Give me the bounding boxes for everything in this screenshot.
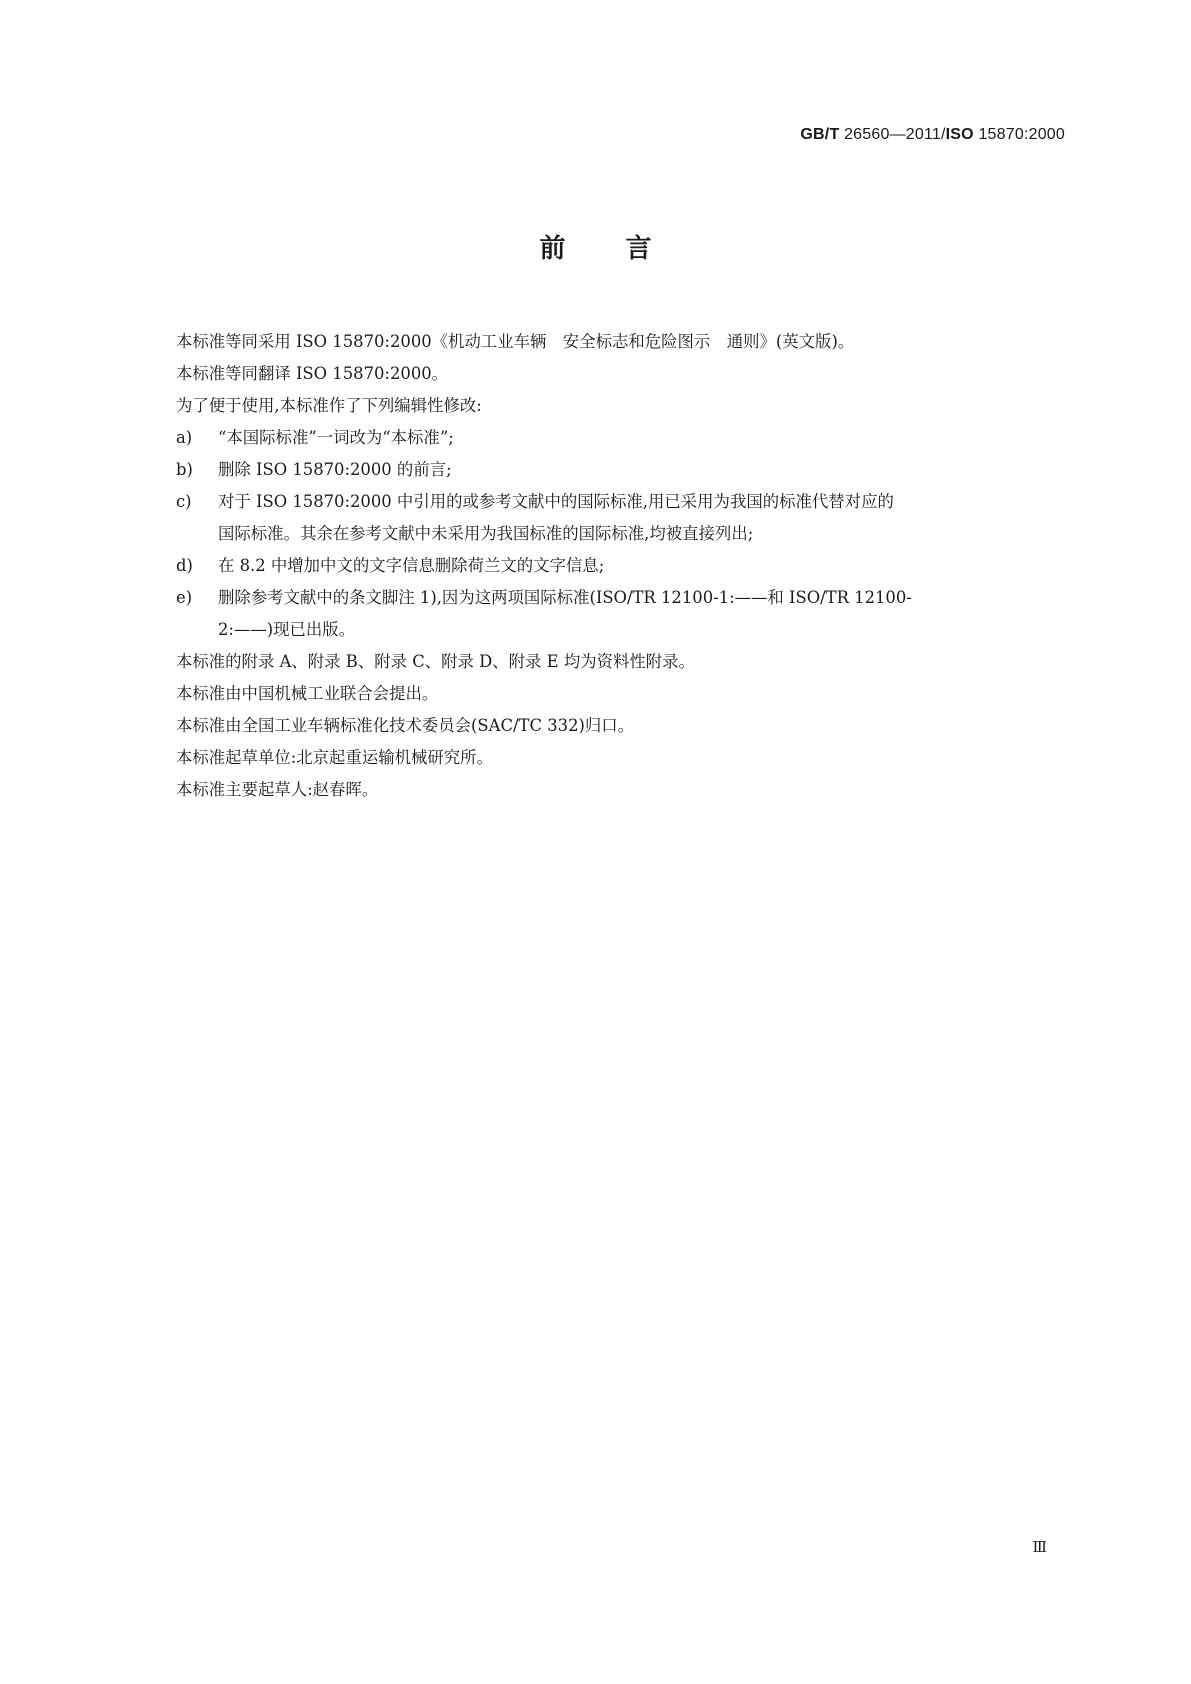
standard-code-header xyxy=(800,126,1065,144)
list-marker: a) xyxy=(176,428,193,447)
list-item-line: 对于 ISO 15870:2000 中引用的或参考文献中的国际标准,用已采用为我国的标准代替对应的 xyxy=(218,492,894,511)
paragraph-edits-intro: 为了便于使用,本标准作了下列编辑性修改: xyxy=(176,396,482,415)
paragraph-drafting-unit: 本标准起草单位:北京起重运输机械研究所。 xyxy=(176,748,493,767)
list-item-text xyxy=(218,486,1068,550)
list-item-line: “本国际标准”一词改为“本标准”; xyxy=(218,428,454,447)
header-iso-prefix: ISO xyxy=(945,126,974,143)
list-item-d xyxy=(176,550,1068,582)
paragraph-proposer: 本标准由中国机械工业联合会提出。 xyxy=(176,684,439,703)
paragraph-drafter: 本标准主要起草人:赵春晖。 xyxy=(176,780,379,799)
paragraph-committee: 本标准由全国工业车辆标准化技术委员会(SAC/TC 332)归口。 xyxy=(176,716,635,735)
foreword-body xyxy=(176,326,1068,806)
list-item-line: 国际标准。其余在参考文献中未采用为我国标准的国际标准,均被直接列出; xyxy=(218,524,754,543)
list-item-text xyxy=(218,582,1068,646)
page-number: Ⅲ xyxy=(1032,1538,1047,1556)
list-item-a xyxy=(176,422,1068,454)
list-item-line: 删除参考文献中的条文脚注 1),因为这两项国际标准(ISO/TR 12100-1:——和 ISO/TR 12100- xyxy=(218,588,912,607)
list-item-b xyxy=(176,454,1068,486)
list-item-text xyxy=(218,550,1068,582)
paragraph-translation: 本标准等同翻译 ISO 15870:2000。 xyxy=(176,364,449,383)
list-item-line: 2:——)现已出版。 xyxy=(218,620,356,639)
list-item-text xyxy=(218,422,1068,454)
list-marker: d) xyxy=(176,556,193,575)
paragraph-adoption: 本标准等同采用 ISO 15870:2000《机动工业车辆 安全标志和危险图示 通则》(英文版)。 xyxy=(176,332,855,351)
list-item-line: 在 8.2 中增加中文的文字信息删除荷兰文的文字信息; xyxy=(218,556,605,575)
list-item-c xyxy=(176,486,1068,550)
header-iso-number: 15870:2000 xyxy=(973,126,1065,143)
page-title: 前言 xyxy=(539,234,712,264)
list-marker: e) xyxy=(176,588,193,607)
header-code-number: 26560—2011/ xyxy=(839,126,946,143)
list-item-text xyxy=(218,454,1068,486)
list-marker: c) xyxy=(176,492,192,511)
list-item-line: 删除 ISO 15870:2000 的前言; xyxy=(218,460,452,479)
list-item-e xyxy=(176,582,1068,646)
paragraph-annexes: 本标准的附录 A、附录 B、附录 C、附录 D、附录 E 均为资料性附录。 xyxy=(176,652,695,671)
list-marker: b) xyxy=(176,460,193,479)
header-code-prefix: GB/T xyxy=(800,126,840,143)
